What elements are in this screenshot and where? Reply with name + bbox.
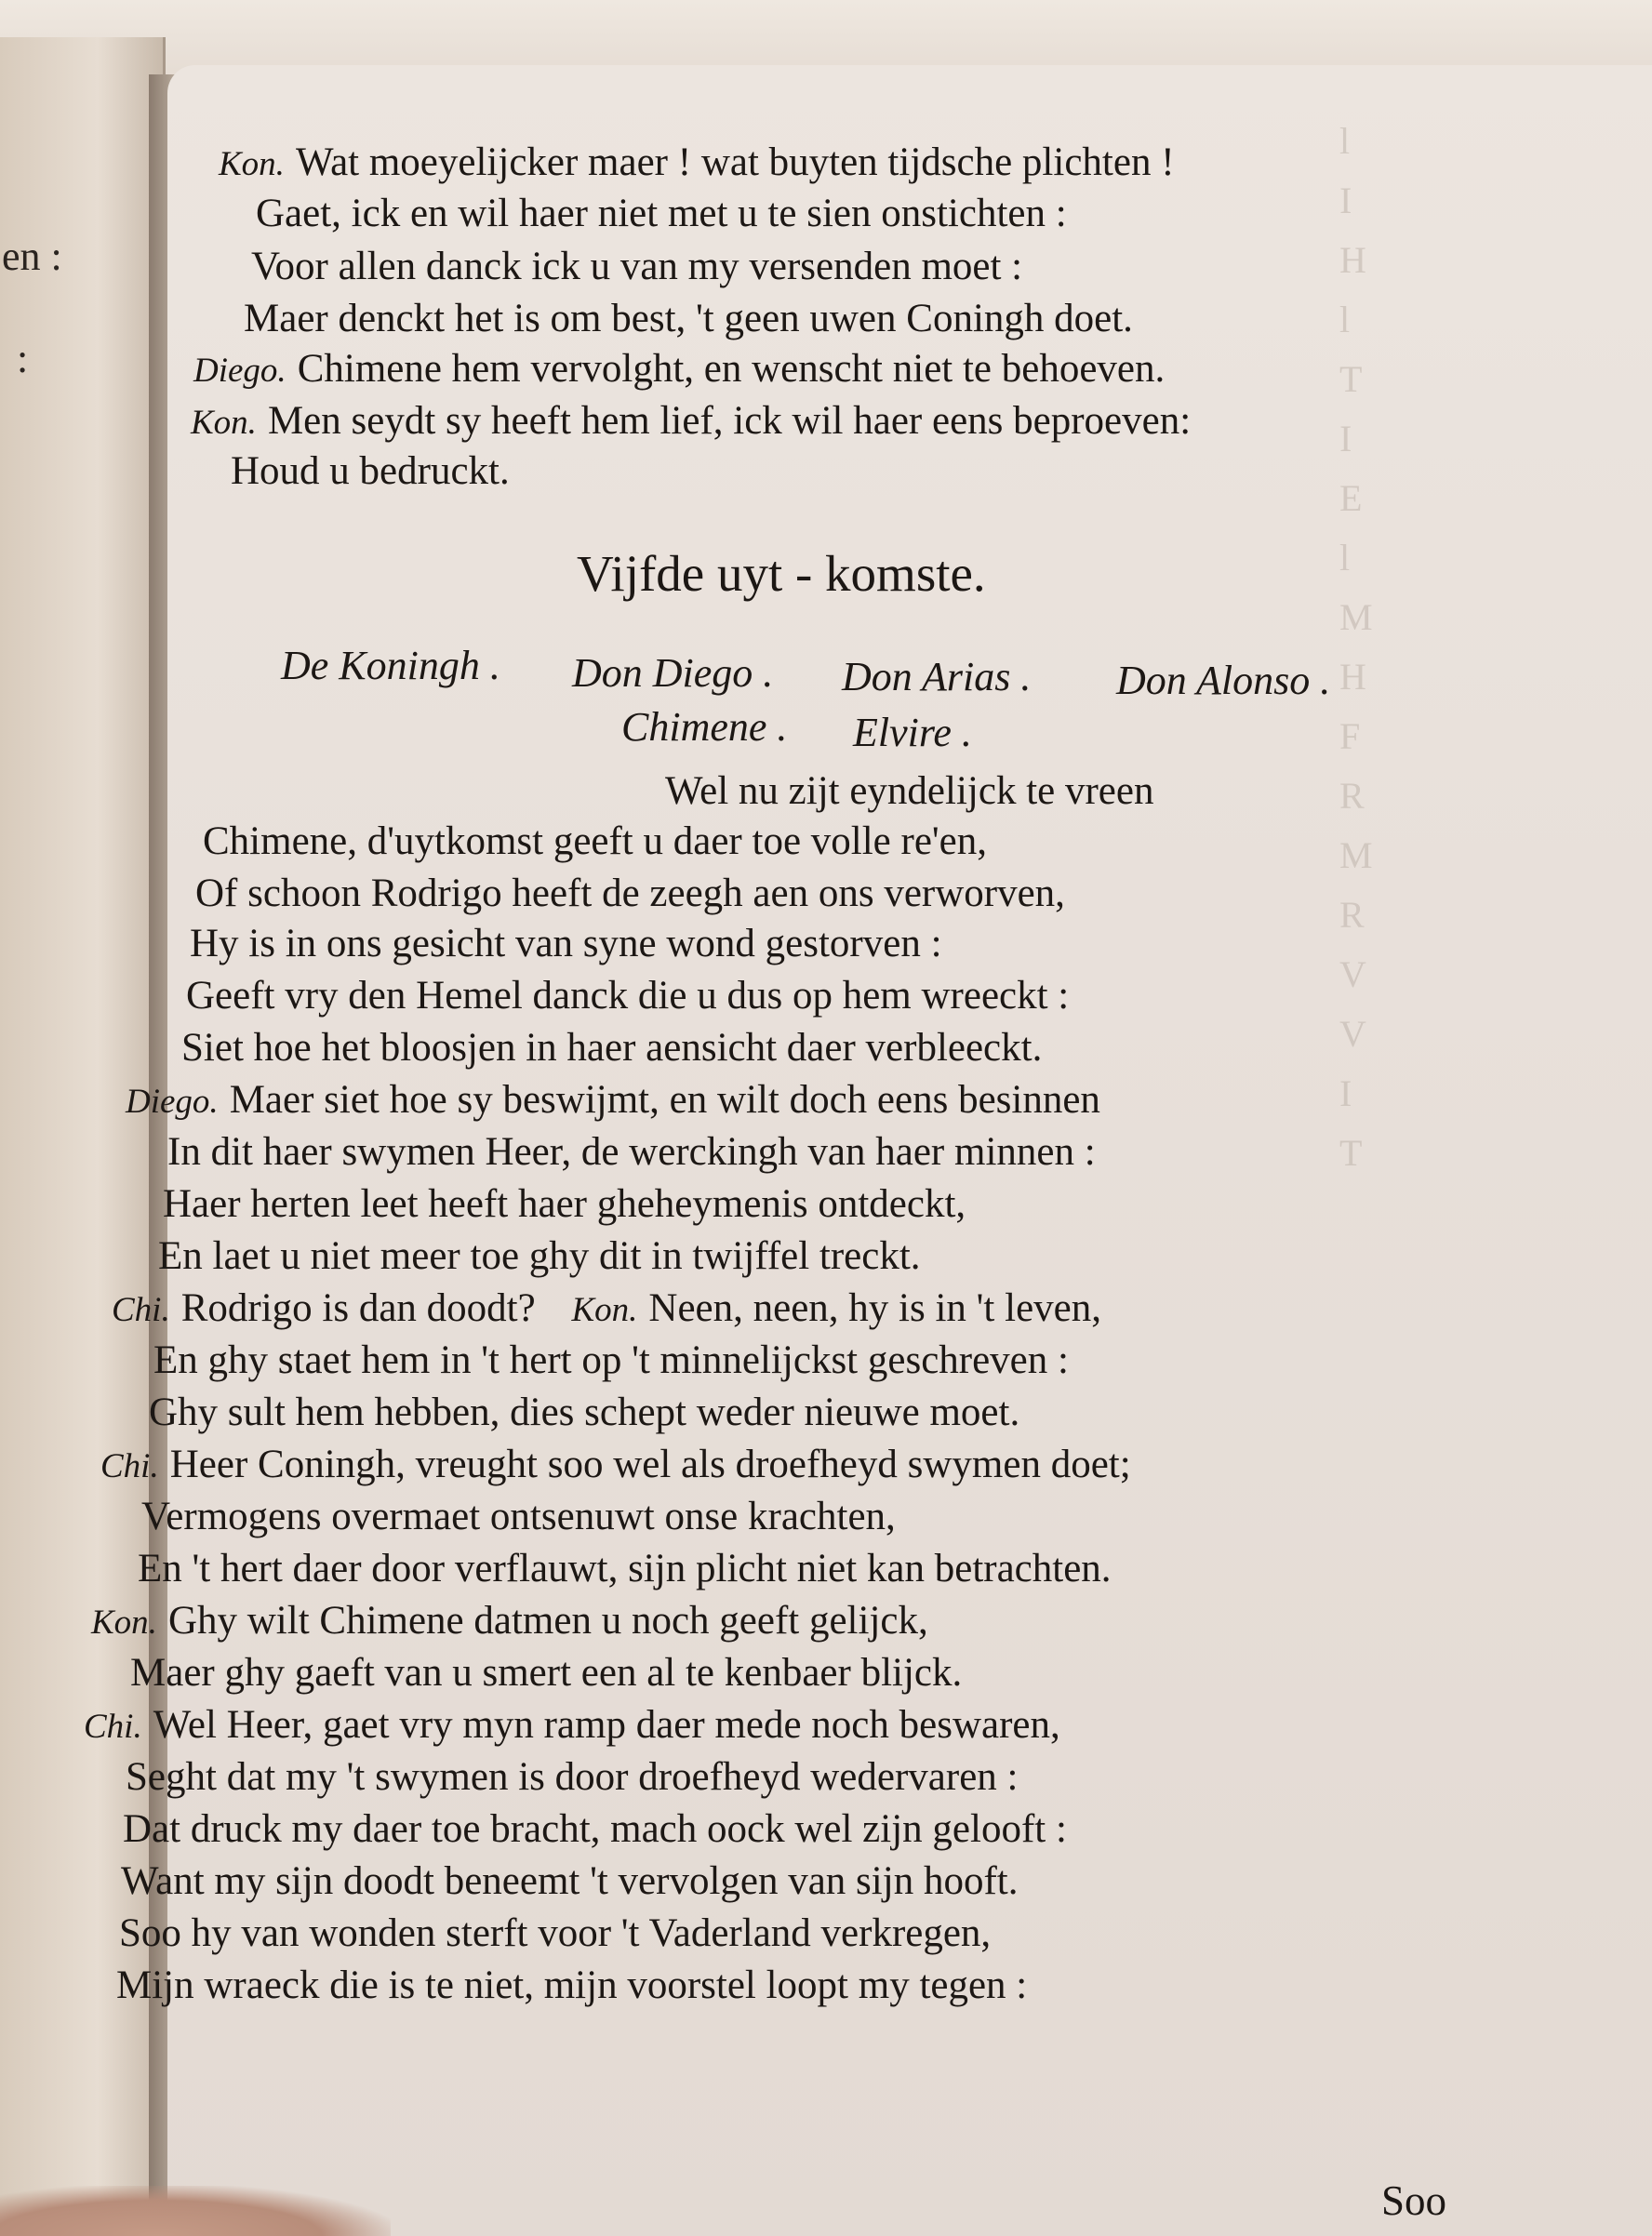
verse-text: Dat druck my daer toe bracht, mach oock wel zijn gelooft : [123,1807,1067,1851]
speaker-label: Diego. [126,1083,219,1121]
verse-text: Gaet, ick en wil haer niet met u te sien onstichten : [256,192,1067,235]
verse-line [665,768,1153,814]
bleed-through-glyph: V [1339,1013,1366,1055]
speaker-label: Diego. [193,352,286,390]
verse-text: In dit haer swymen Heer, de werckingh van haer minnen : [167,1130,1096,1174]
bleed-through-glyph: H [1339,239,1366,281]
bleed-through-glyph: T [1339,358,1363,400]
bleed-through-glyph: R [1339,775,1365,817]
verse-line [244,296,1133,341]
verse-text: En 't hert daer door verflauwt, sijn plicht niet kan betrachten. [138,1547,1112,1590]
speaker-label: Kon. [219,145,285,183]
bleed-through-glyph: T [1339,1132,1363,1174]
verse-text: Chimene, d'uytkomst geeft u daer toe volle re'en, [203,819,987,863]
verse-text: Haer herten leet heeft haer gheheymenis ontdeckt, [163,1182,966,1226]
verse-line [251,244,1022,289]
cast-member: Elvire . [853,710,972,755]
verse-text: Houd u bedruckt. [231,449,510,493]
catchword: Soo [1381,2177,1447,2224]
speaker-label: Kon. [191,404,257,442]
verse-text: Hy is in ons gesicht van syne wond gestorven : [190,922,942,965]
verse-text: Vermogens overmaet ontsenuwt onse krachten, [141,1495,896,1538]
verse-text: Maer ghy gaeft van u smert een al te kenbaer blijck. [130,1651,963,1695]
verse-text: Ghy sult hem hebben, dies schept weder nieuwe moet. [149,1391,1020,1434]
verse-line [181,1025,1042,1071]
bleed-through-glyph: F [1339,715,1361,757]
verse-text: Chimene hem vervolght, en wenscht niet te behoeven. [297,347,1166,391]
verse-text: Rodrigo is dan doodt? [180,1286,536,1330]
verse-text: Neen, neen, hy is in 't leven, [648,1286,1101,1330]
verse-line [190,921,942,966]
verse-text: Siet hoe het bloosjen in haer aensicht daer verbleeckt. [181,1026,1043,1070]
verse-text: Of schoon Rodrigo heeft de zeegh aen ons verworven, [195,872,1065,915]
bleed-through-glyph: I [1339,1072,1352,1114]
bleed-through-glyph: M [1339,834,1373,876]
cast-member: De Koningh . [281,643,500,688]
verse-text: Heer Coningh, vreught soo wel als droefheyd swymen doet; [169,1443,1131,1486]
bleed-through-glyph: M [1339,596,1373,638]
cast-member: Don Diego . [572,650,774,696]
verse-line [138,1546,1112,1591]
verse-text: Mijn wraeck die is te niet, mijn voorstel loopt my tegen : [116,1963,1028,2007]
verse-text: Ghy wilt Chimene datmen u noch geeft gelijck, [167,1599,928,1643]
verse-text: Geeft vry den Hemel danck die u dus op hem wreeckt : [186,974,1070,1018]
verse-line [121,1858,1018,1904]
scene-heading: Vijfde uyt - komste. [577,545,986,602]
verse-text: Seght dat my 't swymen is door droefheyd wedervaren : [126,1755,1019,1799]
verse-text: Wat moeyelijcker maer ! wat buyten tijdsche plichten ! [295,140,1175,184]
bleed-through-glyph: I [1339,180,1352,221]
verse-line [126,1077,1100,1123]
verse-line [153,1338,1069,1383]
speaker-label: Kon. [91,1604,157,1642]
bleed-through-glyph: H [1339,656,1366,698]
left-page-fragment: : [17,336,29,381]
verse-text: En laet u niet meer toe ghy dit in twijffel treckt. [158,1234,921,1278]
verse-line [203,819,987,864]
verse-line [256,191,1067,236]
verse-line [191,398,1191,444]
speaker-label: Chi. [84,1708,142,1746]
speaker-label: Chi. [100,1447,159,1485]
verse-text: Soo hy van wonden sterft voor 't Vaderland verkregen, [119,1911,992,1955]
verse-text: En ghy staet hem in 't hert op 't minnelijckst geschreven : [153,1338,1069,1382]
bleed-through-glyph: R [1339,894,1365,936]
bleed-through-glyph: l [1339,299,1351,340]
verse-line [186,973,1069,1018]
speaker-label: Chi. [112,1291,170,1329]
verse-line [141,1494,896,1539]
verse-line [126,1754,1018,1800]
verse-line [231,448,510,494]
verse-line [167,1129,1096,1175]
verse-line [158,1233,921,1279]
verse-line [100,1442,1131,1487]
verse-text: Wel Heer, gaet vry myn ramp daer mede noch beswaren, [153,1703,1060,1747]
left-page-fragment: en : [2,233,62,279]
bleed-through-glyph: l [1339,120,1351,162]
verse-text: Voor allen danck ick u van my versenden moet : [251,245,1023,288]
thumb-edge [0,2186,391,2236]
cast-member: Don Alonso . [1116,658,1331,703]
verse-line [193,346,1165,392]
verse-text: Wel nu zijt eyndelijck te vreen [665,769,1154,813]
bleed-through-glyph: l [1339,537,1351,579]
cast-member: Chimene . [621,704,788,750]
verse-line [91,1598,928,1644]
verse-line [219,140,1175,185]
verse-line [195,871,1065,916]
bleed-through-glyph: E [1339,477,1363,519]
verse-line [130,1650,962,1696]
verse-line [116,1963,1027,2008]
verse-line [123,1806,1067,1852]
verse-line [119,1910,991,1956]
verse-line [112,1285,1101,1331]
bleed-through-glyph: I [1339,418,1352,459]
bleed-through-glyph: V [1339,953,1366,995]
verse-line [149,1390,1019,1435]
speaker-label: Kon. [571,1291,638,1329]
verse-line [84,1702,1060,1748]
verse-text: Maer siet hoe sy beswijmt, en wilt doch eens besinnen [229,1078,1100,1122]
verse-line [163,1181,966,1227]
verse-text: Maer denckt het is om best, 't geen uwen Coningh doet. [244,297,1133,340]
verse-text: Men seydt sy heeft hem lief, ick wil haer eens beproeven: [267,399,1192,443]
cast-member: Don Arias . [842,654,1032,699]
verse-text: Want my sijn doodt beneemt 't vervolgen van sijn hooft. [121,1859,1019,1903]
